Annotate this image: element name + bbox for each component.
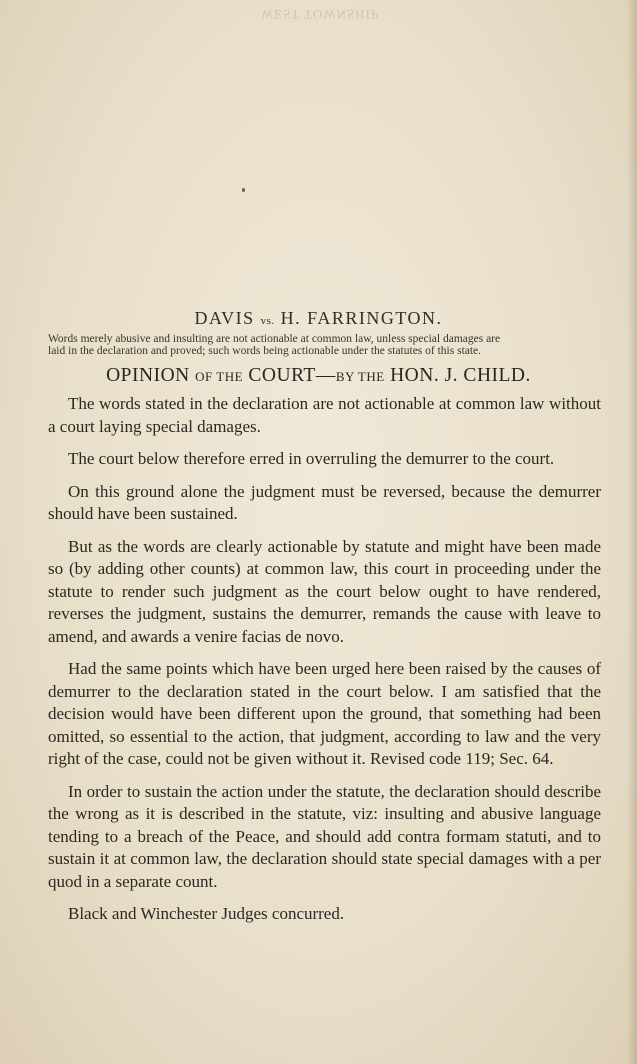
opinion-court: COURT— [248, 365, 336, 386]
case-title [0, 308, 637, 329]
opinion-of-the: OF THE [195, 369, 244, 384]
opinion-body [48, 393, 601, 936]
case-versus: vs. [260, 315, 275, 327]
paragraph: But as the words are clearly actionable by statute and might have been made so (by adding other counts) at common law, this court in proceeding under the statute to render such judgment as the court below ought to have rendered, reverses the judgment, sustains the demurrer, remands the cause with leave to amend, and awards a venire facias de novo. [48, 536, 601, 646]
paragraph: The court below therefore erred in overruling the demurrer to the court. [68, 449, 555, 468]
paragraph: Had the same points which have been urged here been raised by the causes of demurrer to the declaration stated in the court below. I am satisfied that the decision would have been different upon the ground, that something had been omitted, so essential to the action, that judgment, according to law and the very right of the case, could not be given without it. Revised code 119; Sec. 64. [48, 659, 601, 768]
opinion-heading [0, 365, 637, 387]
headnote [48, 333, 600, 357]
case-party-1: DAVIS [194, 308, 255, 328]
page-edge-shadow [627, 0, 637, 1064]
case-party-2: H. FARRINGTON. [280, 308, 443, 328]
ink-speck [242, 188, 245, 192]
closing-line: Black and Winchester Judges concurred. [68, 904, 345, 923]
paragraph: On this ground alone the judgment must be reversed, because the demurrer should have been sustained. [48, 481, 601, 523]
paragraph: In order to sustain the action under the statute, the declaration should describe the wrong as it is described in the statute, viz: insulting and abusive language tending to a breach of the Peace, and should add contra formam statuti, and to sustain it at common law, the declaration should state special damages with a per quod in a separate count. [48, 781, 601, 891]
opinion-judge: J. CHILD. [444, 365, 531, 386]
opinion-by-the: BY THE [335, 369, 385, 384]
headnote-line-2: laid in the declaration and proved; such words being actionable under the statutes of this state. [48, 345, 482, 357]
headnote-line-1: Words merely abusive and insulting are not actionable at common law, unless special damages are [48, 333, 501, 345]
bleed-through-text: WEST TOWNSHIP [260, 7, 380, 22]
opinion-hon: HON. [390, 365, 440, 386]
opinion-word: OPINION [106, 365, 190, 386]
paragraph: The words stated in the declaration are not actionable at common law without a court laying special damages. [48, 394, 601, 436]
